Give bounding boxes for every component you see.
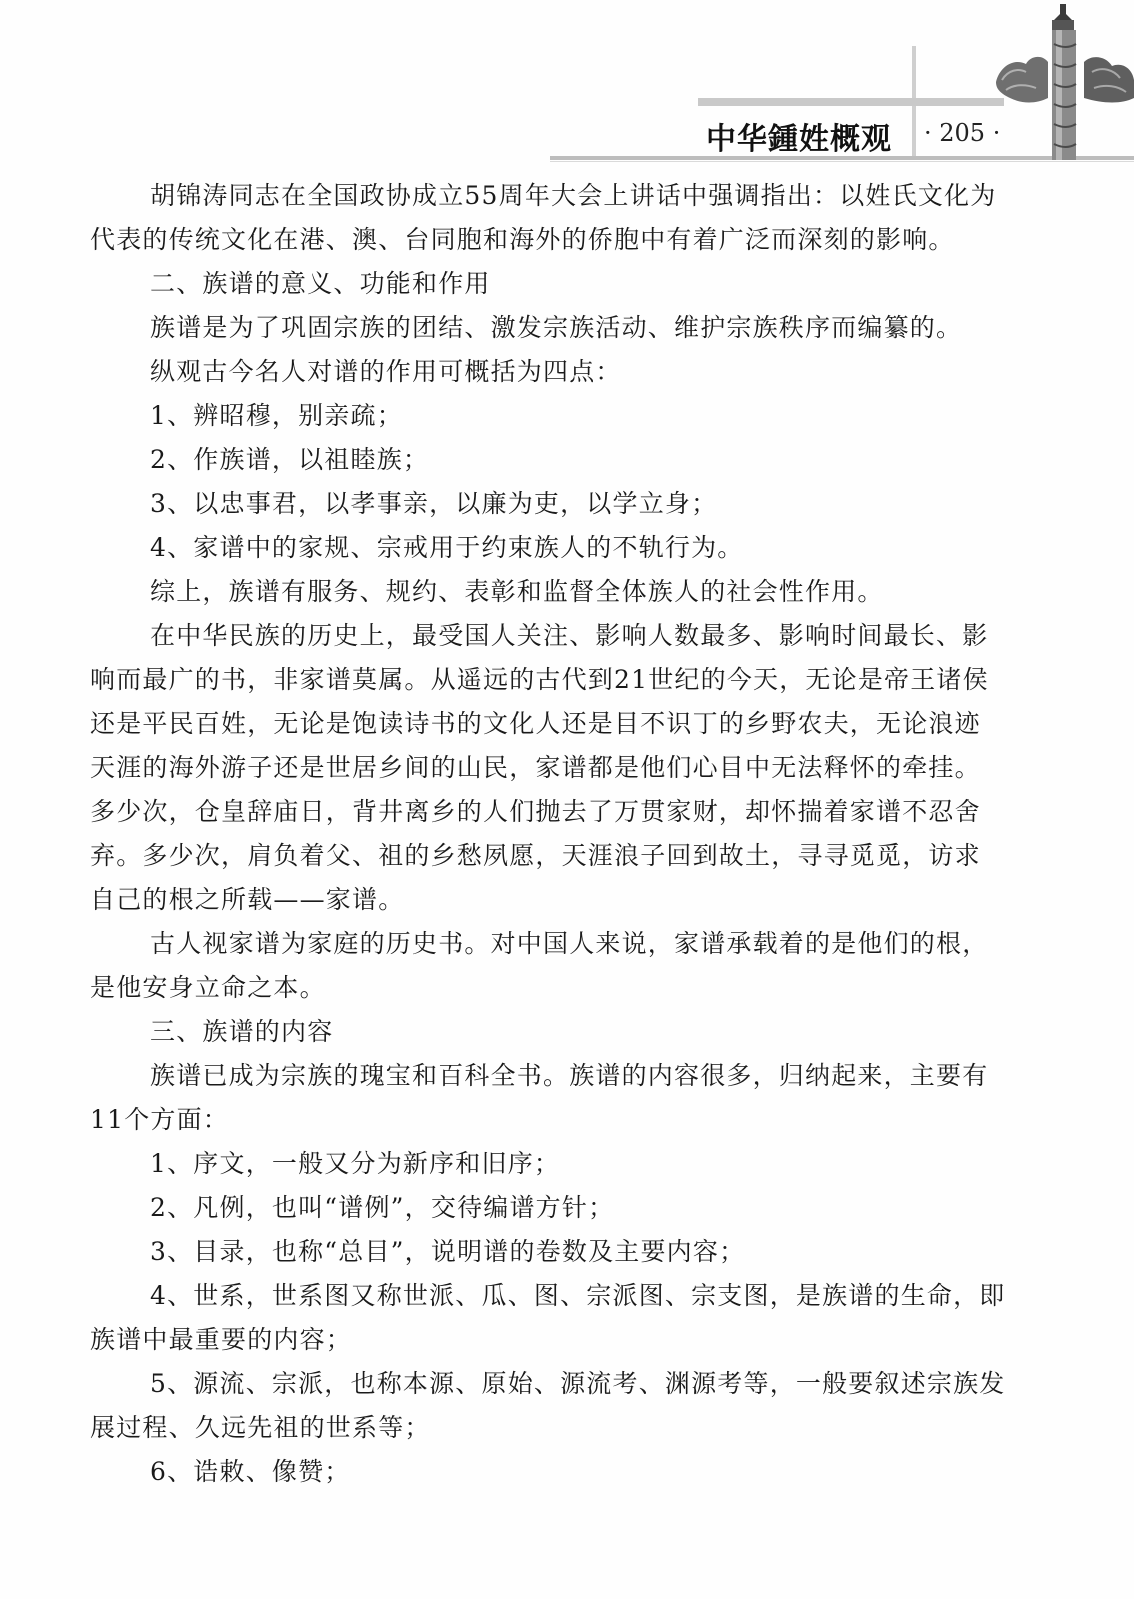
list-item: 2、作族谱，以祖睦族； <box>150 445 430 474</box>
paragraph-line: 族谱已成为宗族的瑰宝和百科全书。族谱的内容很多，归纳起来，主要有 <box>150 1061 989 1090</box>
list-item: 3、目录，也称“总目”，说明谱的卷数及主要内容； <box>150 1237 746 1266</box>
paragraph-line: 代表的传统文化在港、澳、台同胞和海外的侨胞中有着广泛而深刻的影响。 <box>90 225 955 254</box>
paragraph-line: 纵观古今名人对谱的作用可概括为四点： <box>150 357 622 386</box>
list-item: 6、诰敕、像赞； <box>150 1457 351 1486</box>
body-text <box>90 174 1050 1494</box>
paragraph-line: 综上，族谱有服务、规约、表彰和监督全体族人的社会性作用。 <box>150 577 884 606</box>
paragraph-line: 是他安身立命之本。 <box>90 973 326 1002</box>
paragraph-line: 11个方面： <box>90 1105 230 1134</box>
header-top-rule <box>698 98 1004 106</box>
paragraph-line: 多少次，仓皇辞庙日，背井离乡的人们抛去了万贯家财，却怀揣着家谱不忍舍 <box>90 797 981 826</box>
list-item: 3、以忠事君，以孝事亲，以廉为吏，以学立身； <box>150 489 718 518</box>
huabiao-pillar-icon <box>996 0 1134 160</box>
paragraph-line: 天涯的海外游子还是世居乡间的山民，家谱都是他们心目中无法释怀的牵挂。 <box>90 753 981 782</box>
list-item: 2、凡例，也叫“谱例”，交待编谱方针； <box>150 1193 615 1222</box>
paragraph-line: 胡锦涛同志在全国政协成立55周年大会上讲话中强调指出：以姓氏文化为 <box>150 181 997 210</box>
paragraph-line: 在中华民族的历史上，最受国人关注、影响人数最多、影响时间最长、影 <box>150 621 989 650</box>
running-head-title: 中华鍾姓概观 <box>706 122 892 157</box>
paragraph-line: 自己的根之所载——家谱。 <box>90 885 405 914</box>
list-item: 1、辨昭穆，别亲疏； <box>150 401 403 430</box>
list-item: 4、世系，世系图又称世派、瓜、图、宗派图、宗支图，是族谱的生命，即 <box>150 1281 1006 1310</box>
paragraph-line: 族谱是为了巩固宗族的团结、激发宗族活动、维护宗族秩序而编纂的。 <box>150 313 963 342</box>
list-item: 4、家谱中的家规、宗戒用于约束族人的不轨行为。 <box>150 533 744 562</box>
list-item: 5、源流、宗派，也称本源、原始、源流考、渊源考等，一般要叙述宗族发 <box>150 1369 1006 1398</box>
paragraph-line: 弃。多少次，肩负着父、祖的乡愁夙愿，天涯浪子回到故土，寻寻觅觅，访求 <box>90 841 981 870</box>
paragraph-line: 还是平民百姓，无论是饱读诗书的文化人还是目不识丁的乡野农夫，无论浪迹 <box>90 709 981 738</box>
paragraph-line: 响而最广的书，非家谱莫属。从遥远的古代到21世纪的今天，无论是帝王诸侯 <box>90 665 989 694</box>
list-item-continuation: 族谱中最重要的内容； <box>90 1325 353 1354</box>
list-item: 1、序文，一般又分为新序和旧序； <box>150 1149 561 1178</box>
section-heading: 二、族谱的意义、功能和作用 <box>150 269 491 298</box>
section-heading: 三、族谱的内容 <box>150 1017 334 1046</box>
header-bottom-thin-rule <box>550 161 1134 162</box>
paragraph-line: 古人视家谱为家庭的历史书。对中国人来说，家谱承载着的是他们的根， <box>150 929 989 958</box>
list-item-continuation: 展过程、久远先祖的世系等； <box>90 1413 431 1442</box>
page-number: · 205 · <box>924 119 1001 147</box>
